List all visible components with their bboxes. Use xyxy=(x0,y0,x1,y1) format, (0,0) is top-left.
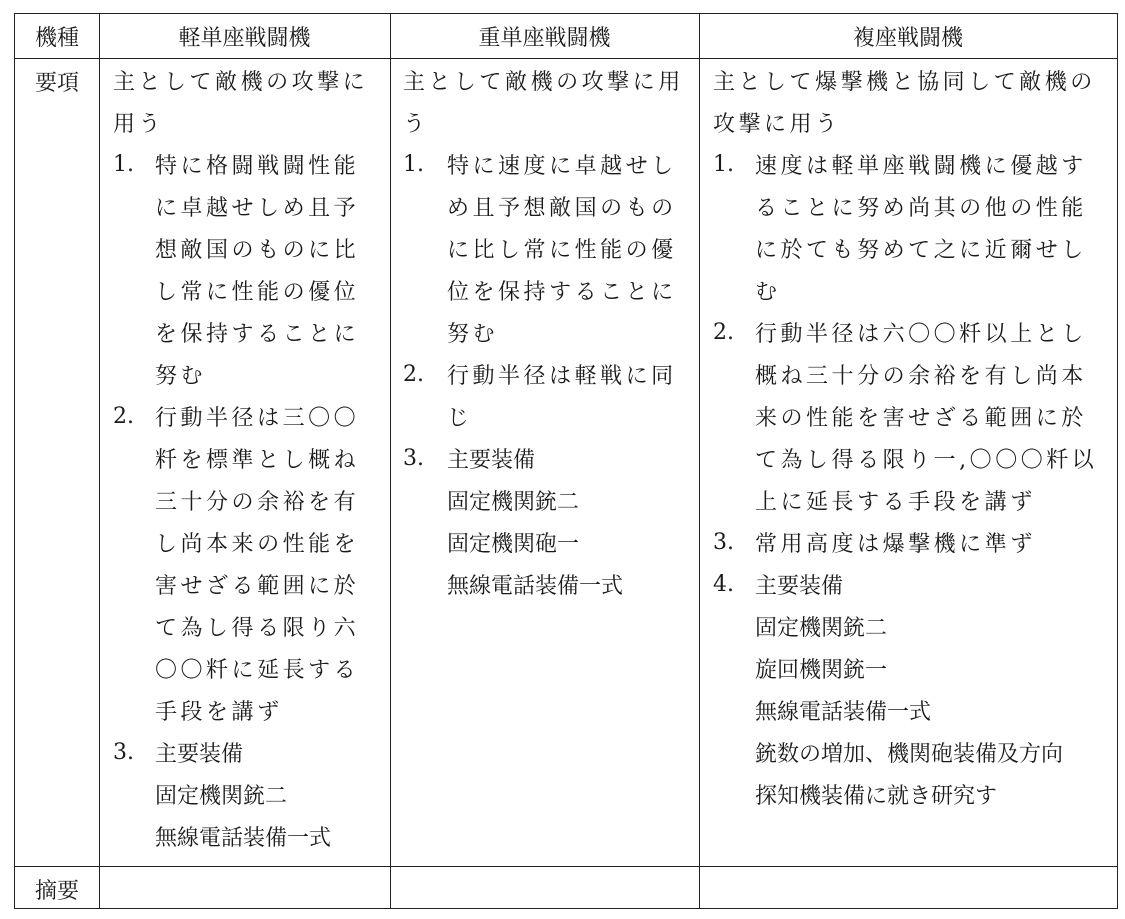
heavy-item-3-line: 無線電話装備一式 xyxy=(447,573,624,599)
twin-item-2-line: 概ね三十分の余裕を有し尚本 xyxy=(755,363,1087,389)
twin-item-4-line: 主要装備 xyxy=(755,573,844,599)
twin-item-4-line: 銃数の増加、機関砲装備及方向 xyxy=(755,741,1064,767)
heavy-item-1-line: に比し常に性能の優 xyxy=(447,237,677,263)
heavy-item-1-line: 努む xyxy=(447,321,499,347)
light-item-2-line: 行動半径は三〇〇 xyxy=(155,405,360,431)
heavy-item-number: 2. xyxy=(403,361,424,387)
twin-item-3-line: 常用高度は爆撃機に準ず xyxy=(755,531,1036,557)
twin-item-4-line: 旋回機関銃一 xyxy=(755,657,888,683)
light-item-1-line: に卓越せしめ且予 xyxy=(155,195,360,221)
light-item-1-line: を保持することに xyxy=(155,321,360,347)
light-item-3-line: 固定機関銃二 xyxy=(155,783,288,809)
twin-item-2-line: て為し得る限り一,〇〇〇粁以 xyxy=(755,447,1098,473)
twin-item-1-line: 速度は軽単座戦闘機に優越す xyxy=(755,153,1087,179)
light-item-2-line: し尚本来の性能を xyxy=(155,531,360,557)
heavy-item-2-line: じ xyxy=(447,405,473,431)
row-divider xyxy=(15,866,1117,867)
heavy-item-1-line: 特に速度に卓越せし xyxy=(447,153,677,179)
header-heavy-single-seat-fighter: 重単座戦闘機 xyxy=(478,25,611,51)
row-label-summary: 摘要 xyxy=(34,879,79,904)
spec-table xyxy=(14,13,1118,909)
twin-item-number: 2. xyxy=(713,319,734,345)
row-label-requirements: 要項 xyxy=(34,71,79,96)
light-item-1-line: し常に性能の優位 xyxy=(155,279,360,305)
twin-intro-line: 主として爆撃機と協同して敵機の xyxy=(713,69,1096,95)
heavy-item-3-line: 主要装備 xyxy=(447,447,536,473)
light-item-2-line: 〇〇粁に延長する xyxy=(155,657,360,683)
light-item-3-line: 主要装備 xyxy=(155,741,244,767)
twin-item-number: 3. xyxy=(713,529,734,555)
light-item-2-line: 三十分の余裕を有 xyxy=(155,489,360,515)
light-intro-line: 用う xyxy=(113,111,165,137)
column-divider xyxy=(699,14,700,908)
twin-item-2-line: 来の性能を害せざる範囲に於 xyxy=(755,405,1087,431)
twin-item-4-line: 無線電話装備一式 xyxy=(755,699,932,725)
twin-item-2-line: 行動半径は六〇〇粁以上とし xyxy=(755,321,1087,347)
column-divider xyxy=(99,14,100,908)
light-item-3-line: 無線電話装備一式 xyxy=(155,825,332,851)
column-divider xyxy=(390,14,391,908)
light-item-number: 2. xyxy=(113,403,134,429)
heavy-item-3-line: 固定機関砲一 xyxy=(447,531,580,557)
twin-item-4-line: 探知機装備に就き研究す xyxy=(755,783,998,809)
heavy-item-number: 3. xyxy=(403,445,424,471)
heavy-item-number: 1. xyxy=(403,151,424,177)
light-item-1-line: 特に格闘戦闘性能 xyxy=(155,153,360,179)
heavy-item-3-line: 固定機関銃二 xyxy=(447,489,580,515)
heavy-item-1-line: め且予想敵国のもの xyxy=(447,195,677,221)
light-item-2-line: 粁を標準とし概ね xyxy=(155,447,360,473)
heavy-item-2-line: 行動半径は軽戦に同 xyxy=(447,363,677,389)
light-item-1-line: 想敵国のものに比 xyxy=(155,237,360,263)
light-item-2-line: 手段を講ず xyxy=(155,699,283,725)
twin-item-number: 4. xyxy=(713,571,734,597)
header-two-seat-fighter: 複座戦闘機 xyxy=(852,25,963,51)
header-light-single-seat-fighter: 軽単座戦闘機 xyxy=(178,25,311,51)
header-kind: 機種 xyxy=(34,25,79,51)
heavy-intro-line: う xyxy=(403,111,429,137)
twin-item-number: 1. xyxy=(713,151,734,177)
heavy-item-1-line: 位を保持することに xyxy=(447,279,677,305)
twin-item-1-line: に於ても努めて之に近爾せし xyxy=(755,237,1087,263)
light-item-2-line: て為し得る限り六 xyxy=(155,615,360,641)
twin-item-1-line: ることに努め尚其の他の性能 xyxy=(755,195,1087,221)
heavy-intro-line: 主として敵機の攻撃に用 xyxy=(403,69,684,95)
light-item-number: 1. xyxy=(113,151,134,177)
twin-intro-line: 攻撃に用う xyxy=(713,111,841,137)
twin-item-2-line: 上に延長する手段を講ず xyxy=(755,489,1036,515)
light-item-1-line: 努む xyxy=(155,363,207,389)
light-item-number: 3. xyxy=(113,739,134,765)
light-item-2-line: 害せざる範囲に於 xyxy=(155,573,360,599)
twin-item-1-line: む xyxy=(755,279,781,305)
twin-item-4-line: 固定機関銃二 xyxy=(755,615,888,641)
light-intro-line: 主として敵機の攻撃に xyxy=(113,69,369,95)
